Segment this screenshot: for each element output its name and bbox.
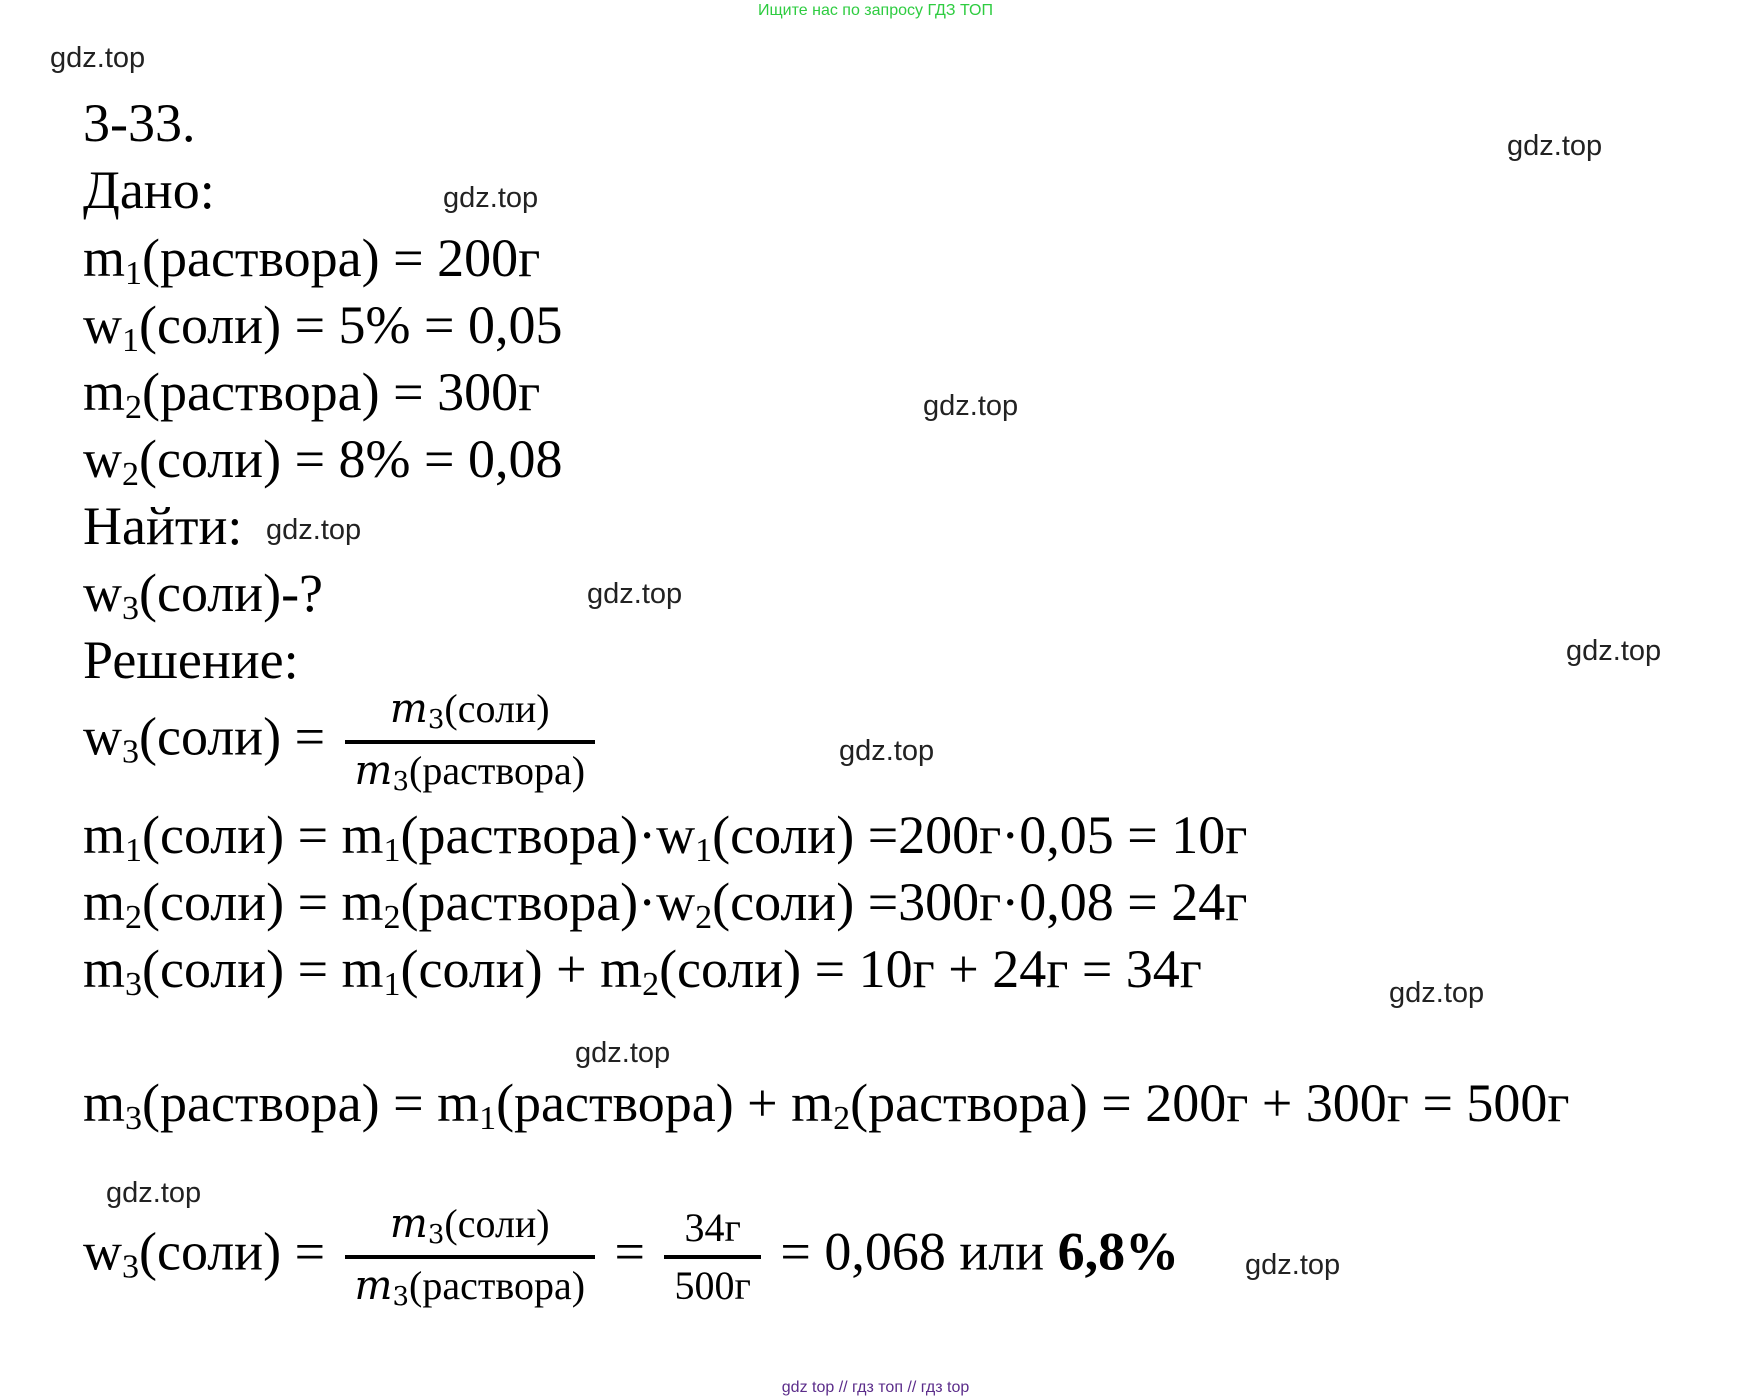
watermark: gdz.top [1566, 635, 1662, 667]
watermark: gdz.top [575, 1037, 671, 1069]
watermark: gdz.top [1389, 977, 1485, 1009]
watermark: gdz.top [839, 735, 935, 767]
final-answer: 6,8% [1057, 1221, 1180, 1282]
solution-label: Решение: [83, 630, 299, 690]
given-line-1: $m_1(раствора) = 200г$ [83, 228, 541, 292]
watermark: gdz.top [923, 390, 1019, 422]
watermark: gdz.top [443, 182, 539, 214]
find-label: Найти: [83, 496, 243, 556]
given-line-2: $w_1(соли) = 5\% = 0,05$ [83, 295, 563, 359]
watermark: gdz.top [106, 1177, 202, 1209]
calc-line-3: $m_3(соли)$ = $m_1(соли)$ + $m_2(соли) = 10г + 24г = 34г$ [83, 939, 1202, 1003]
given-line-4: $w_2(соли) = 8\% = 0,08$ [83, 429, 563, 493]
given-line-3: $m_2(раствора) = 300г$ [83, 362, 541, 426]
watermark: gdz.top [587, 578, 683, 610]
fraction-bar [664, 1255, 760, 1259]
top-banner: Ищите нас по запросу ГДЗ ТОП [758, 2, 993, 19]
given-label: Дано: [83, 160, 215, 220]
watermark: gdz.top [50, 42, 146, 74]
watermark: gdz.top [266, 514, 362, 546]
calc-line-2: $m_2(соли)$ = $m_2(раствора)\cdot w_2(соли) =300г\cdot 0,08 = 24г$ [83, 872, 1248, 936]
fraction-bar [345, 1255, 595, 1259]
find-line: $w_3(соли)-$? [83, 563, 324, 627]
footer: gdz top // гдз топ // гдз top [781, 1379, 970, 1396]
final-line: $w_3(соли)$ = $\frac{\text{m3(соли)}}{\text{m3(раствора)}}$ = $\frac{34г}{500г}$ = 0,068 или 6,8% [83, 1201, 1180, 1313]
formula-line: $w_3(соли)$ = $\frac{\text{m3(соли)}}{\text{m3(раствора)}}$ [83, 688, 601, 797]
watermark: gdz.top [1245, 1249, 1341, 1281]
final-fraction: $\frac{\text{m3(соли)}}{\text{m3(раствора)}}$ [345, 1203, 595, 1312]
calc-line-4: $m_3(раствора)$ = $m_1(раствора)$ + $m_2(раствора) = 200г + 300г = 500г$ [83, 1073, 1570, 1137]
calc-line-1: $m_1(соли)$ = $m_1(раствора)\cdot w_1(соли) =200г\cdot 0,05 = 10г$ [83, 805, 1248, 869]
formula-fraction: $\frac{\text{m3(соли)}}{\text{m3(раствора)}}$ [345, 688, 595, 797]
watermark: gdz.top [1507, 130, 1603, 162]
fraction-bar [345, 740, 595, 744]
problem-number: 3-33. [83, 93, 196, 153]
numeric-fraction: $\frac{34г}{500г}$ [664, 1207, 760, 1307]
